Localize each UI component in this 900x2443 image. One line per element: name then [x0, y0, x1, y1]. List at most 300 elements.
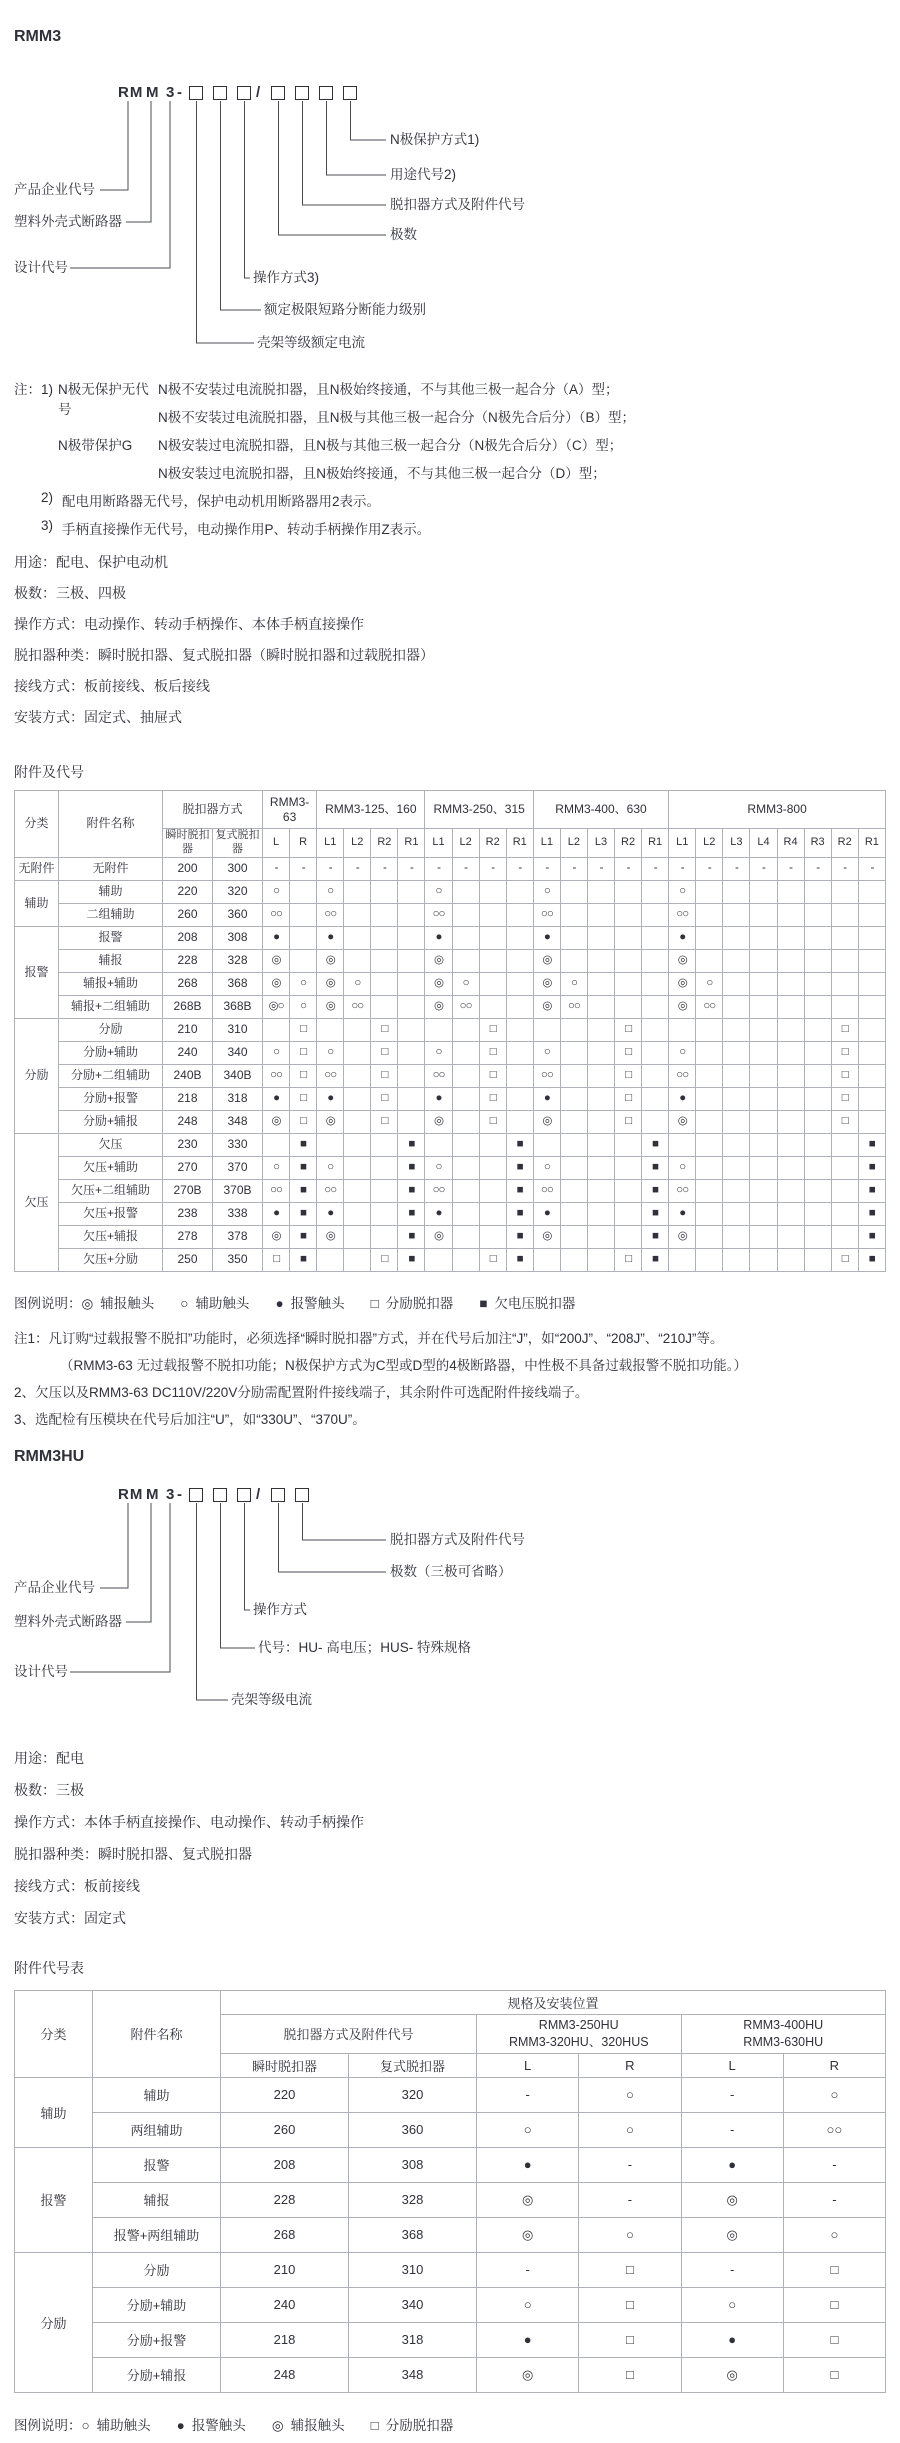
cell-slot-symbol: [452, 1087, 479, 1110]
cell-accessory-name: 分励+辅报: [93, 2357, 221, 2392]
header-slot-col: L1: [669, 829, 696, 858]
header-frame: RMM3-400、630: [533, 791, 668, 829]
note-text: N极安装过电流脱扣器，且N极与其他三极一起合分（N极先合后分）（C）型；: [158, 438, 623, 453]
cell-slot-symbol: [723, 1018, 750, 1041]
header-trip-col: 复式脱扣器: [349, 2053, 477, 2077]
cell-slot-symbol: [560, 903, 587, 926]
table-row: [15, 2287, 886, 2322]
cell-slot-symbol: -: [681, 2112, 783, 2147]
header-slot-col: R: [290, 829, 317, 858]
label-frame-current: 壳架等级电流: [231, 1692, 312, 1707]
cell-slot-symbol: ○○: [560, 995, 587, 1018]
cell-slot-symbol: [696, 1087, 723, 1110]
footnote: （RMM3-63 无过载报警不脱扣功能；N极保护方式为C型或D型的4极断路器，中性极不具备过载报警不脱扣功能。）: [60, 1358, 748, 1373]
cell-slot-symbol: [506, 1087, 533, 1110]
cell-slot-symbol: [696, 1225, 723, 1248]
cell-code-compound: 320: [213, 880, 263, 903]
cell-slot-symbol: [452, 1110, 479, 1133]
header-slot-col: L2: [344, 829, 371, 858]
cell-slot-symbol: -: [452, 857, 479, 880]
cell-slot-symbol: ■: [506, 1179, 533, 1202]
code-mccb-letter: M: [146, 84, 160, 101]
cell-slot-symbol: -: [533, 857, 560, 880]
cell-slot-symbol: ◎: [425, 1110, 452, 1133]
cell-slot-symbol: [506, 1110, 533, 1133]
cell-slot-symbol: -: [344, 857, 371, 880]
note-text: N极不安装过电流脱扣器，且N极始终接通，不与其他三极一起合分（A）型；: [158, 382, 619, 397]
cell-code-compound: 300: [213, 857, 263, 880]
cell-slot-symbol: ◎: [669, 995, 696, 1018]
cell-category: 报警: [15, 926, 59, 1018]
cell-slot-symbol: [398, 1064, 425, 1087]
cell-slot-symbol: [479, 972, 506, 995]
cell-slot-symbol: [696, 1064, 723, 1087]
table-row: [15, 949, 886, 972]
cell-accessory-name: 报警: [93, 2147, 221, 2182]
label-mccb: 塑料外壳式断路器: [14, 214, 122, 229]
legend-label: 欠电压脱扣器: [494, 1296, 576, 1311]
table-row: [15, 1225, 886, 1248]
legend-symbol: ●: [176, 2418, 185, 2433]
cell-code-compound: 348: [213, 1110, 263, 1133]
legend-items: [82, 2418, 480, 2433]
header-slot-col: R1: [398, 829, 425, 858]
cell-slot-symbol: [560, 1225, 587, 1248]
header-slot-col: L: [681, 2053, 783, 2077]
table-header-row: [15, 791, 886, 829]
table-row: [15, 1087, 886, 1110]
rmm3hu-heading: RMM3HU: [14, 1448, 85, 1465]
cell-slot-symbol: □: [371, 1064, 398, 1087]
cell-slot-symbol: ■: [290, 1133, 317, 1156]
code-box-usage: [319, 86, 333, 100]
cell-slot-symbol: [344, 1110, 371, 1133]
cell-accessory-name: 分励: [93, 2252, 221, 2287]
cell-slot-symbol: [777, 1179, 804, 1202]
cell-slot-symbol: [560, 949, 587, 972]
cell-slot-symbol: □: [290, 1018, 317, 1041]
cell-slot-symbol: □: [615, 1064, 642, 1087]
cell-slot-symbol: □: [783, 2357, 885, 2392]
cell-slot-symbol: [696, 1179, 723, 1202]
cell-slot-symbol: ■: [290, 1179, 317, 1202]
header-trip-col: 复式脱扣器: [213, 829, 263, 858]
cell-slot-symbol: -: [642, 857, 669, 880]
cell-code-instantaneous: 248: [221, 2357, 349, 2392]
cell-slot-symbol: -: [777, 857, 804, 880]
cell-slot-symbol: ●: [317, 1202, 344, 1225]
cell-slot-symbol: [344, 880, 371, 903]
cell-slot-symbol: □: [783, 2252, 885, 2287]
cell-slot-symbol: ◎: [317, 1110, 344, 1133]
cell-slot-symbol: -: [681, 2077, 783, 2112]
note-prefix: 3): [41, 518, 54, 533]
legend-label: 报警触头: [191, 2418, 246, 2433]
cell-accessory-name: 两组辅助: [93, 2112, 221, 2147]
cell-slot-symbol: [777, 1064, 804, 1087]
cell-slot-symbol: [452, 1133, 479, 1156]
label-company-code: 产品企业代号: [14, 1580, 95, 1595]
cell-slot-symbol: ◎: [681, 2182, 783, 2217]
cell-slot-symbol: ◎: [263, 1225, 290, 1248]
cell-slot-symbol: [371, 1202, 398, 1225]
cell-slot-symbol: ◎: [669, 1110, 696, 1133]
cell-slot-symbol: [587, 926, 614, 949]
note-prefix: 2): [41, 490, 54, 505]
cell-slot-symbol: [398, 972, 425, 995]
cell-slot-symbol: ○: [579, 2217, 681, 2252]
cell-slot-symbol: -: [477, 2252, 579, 2287]
cell-slot-symbol: ○: [477, 2287, 579, 2322]
cell-slot-symbol: ●: [681, 2147, 783, 2182]
cell-slot-symbol: ■: [290, 1248, 317, 1271]
cell-slot-symbol: [804, 1087, 831, 1110]
cell-slot-symbol: [804, 972, 831, 995]
cell-slot-symbol: [290, 903, 317, 926]
cell-slot-symbol: [804, 1156, 831, 1179]
cell-slot-symbol: □: [371, 1248, 398, 1271]
cell-slot-symbol: ◎: [477, 2217, 579, 2252]
table-row: [15, 2252, 886, 2287]
cell-slot-symbol: [587, 1110, 614, 1133]
cell-slot-symbol: [642, 1110, 669, 1133]
cell-slot-symbol: [723, 880, 750, 903]
header-frame: RMM3-800: [669, 791, 886, 829]
cell-slot-symbol: ○: [290, 972, 317, 995]
note-line: [14, 490, 635, 518]
cell-slot-symbol: ◎: [425, 972, 452, 995]
table-row: [15, 2357, 886, 2392]
cell-slot-symbol: ■: [398, 1248, 425, 1271]
label-design-code: 设计代号: [14, 1664, 68, 1679]
note-line: [14, 378, 635, 417]
cell-slot-symbol: [452, 1156, 479, 1179]
cell-code-compound: 308: [349, 2147, 477, 2182]
cell-slot-symbol: ■: [858, 1156, 885, 1179]
cell-slot-symbol: [723, 1248, 750, 1271]
cell-slot-symbol: [777, 1133, 804, 1156]
cell-slot-symbol: [777, 1018, 804, 1041]
cell-slot-symbol: -: [669, 857, 696, 880]
cell-slot-symbol: ○: [425, 1156, 452, 1179]
cell-slot-symbol: [831, 926, 858, 949]
cell-slot-symbol: □: [783, 2287, 885, 2322]
cell-code-instantaneous: 218: [221, 2322, 349, 2357]
cell-slot-symbol: ◎: [477, 2357, 579, 2392]
cell-slot-symbol: ■: [290, 1202, 317, 1225]
property-usage: 用途：配电、保护电动机: [14, 554, 168, 570]
cell-code-compound: 320: [349, 2077, 477, 2112]
table-row: [15, 2077, 886, 2112]
cell-slot-symbol: ○○: [669, 903, 696, 926]
label-poles: 极数（三极可省略）: [390, 1564, 512, 1579]
cell-slot-symbol: ●: [681, 2322, 783, 2357]
rmm3-accessory-table: [14, 790, 886, 1272]
cell-slot-symbol: ■: [642, 1156, 669, 1179]
cell-slot-symbol: ●: [533, 926, 560, 949]
cell-slot-symbol: [723, 903, 750, 926]
cell-slot-symbol: ○: [452, 972, 479, 995]
cell-accessory-name: 报警+两组辅助: [93, 2217, 221, 2252]
header-slot-col: R2: [831, 829, 858, 858]
header-spec-position: 规格及安装位置: [221, 1991, 886, 2015]
cell-slot-symbol: ■: [398, 1133, 425, 1156]
cell-slot-symbol: ◎: [263, 949, 290, 972]
cell-slot-symbol: [371, 903, 398, 926]
header-frame: RMM3-400HU RMM3-630HU: [681, 2015, 886, 2054]
cell-code-instantaneous: 218: [163, 1087, 213, 1110]
cell-slot-symbol: [831, 903, 858, 926]
cell-accessory-name: 辅助: [93, 2077, 221, 2112]
cell-slot-symbol: [831, 949, 858, 972]
cell-slot-symbol: ●: [669, 1202, 696, 1225]
cell-code-instantaneous: 240: [163, 1041, 213, 1064]
cell-slot-symbol: [587, 1202, 614, 1225]
cell-slot-symbol: ◎: [681, 2357, 783, 2392]
cell-slot-symbol: [344, 1018, 371, 1041]
legend-label: 分励脱扣器: [385, 1296, 454, 1311]
cell-code-instantaneous: 270B: [163, 1179, 213, 1202]
cell-slot-symbol: [587, 1087, 614, 1110]
note-prefix: [14, 434, 58, 462]
cell-slot-symbol: [804, 1064, 831, 1087]
note-line: [14, 518, 635, 546]
cell-slot-symbol: ○: [669, 1041, 696, 1064]
cell-slot-symbol: [425, 1018, 452, 1041]
table-row: [15, 1202, 886, 1225]
cell-slot-symbol: [560, 1087, 587, 1110]
cell-slot-symbol: [831, 1133, 858, 1156]
label-design-code: 设计代号: [14, 260, 68, 275]
cell-slot-symbol: □: [831, 1064, 858, 1087]
cell-slot-symbol: [831, 1156, 858, 1179]
cell-slot-symbol: [804, 1225, 831, 1248]
legend-rmm3hu: [14, 2414, 479, 2434]
legend-item: [82, 2418, 151, 2433]
cell-accessory-name: 分励+辅助: [59, 1041, 163, 1064]
cell-slot-symbol: □: [783, 2322, 885, 2357]
cell-slot-symbol: ◎: [533, 972, 560, 995]
cell-category: 分励: [15, 1018, 59, 1133]
cell-slot-symbol: ○: [263, 1041, 290, 1064]
cell-slot-symbol: ○○: [317, 903, 344, 926]
cell-slot-symbol: [750, 1133, 777, 1156]
cell-slot-symbol: ○○: [696, 995, 723, 1018]
cell-slot-symbol: [642, 903, 669, 926]
cell-slot-symbol: [371, 949, 398, 972]
label-hu-code: 代号：HU- 高电压；HUS- 特殊规格: [258, 1640, 471, 1655]
cell-slot-symbol: [479, 1133, 506, 1156]
cell-slot-symbol: [587, 1018, 614, 1041]
header-slot-col: R4: [777, 829, 804, 858]
cell-slot-symbol: [371, 926, 398, 949]
cell-slot-symbol: ■: [506, 1133, 533, 1156]
cell-slot-symbol: [777, 1225, 804, 1248]
cell-slot-symbol: [858, 880, 885, 903]
rmm3hu-accessory-table: [14, 1990, 886, 2393]
cell-slot-symbol: ○: [533, 1156, 560, 1179]
cell-slot-symbol: ◎○: [263, 995, 290, 1018]
cell-slot-symbol: [858, 1064, 885, 1087]
cell-category: 分励: [15, 2252, 93, 2392]
legend-symbol: □: [370, 2418, 379, 2433]
cell-slot-symbol: ◎: [425, 949, 452, 972]
table-row: [15, 1248, 886, 1271]
cell-slot-symbol: [750, 1018, 777, 1041]
cell-slot-symbol: ■: [858, 1202, 885, 1225]
cell-slot-symbol: [696, 903, 723, 926]
cell-slot-symbol: [750, 880, 777, 903]
cell-slot-symbol: [615, 995, 642, 1018]
cell-slot-symbol: [615, 926, 642, 949]
header-slot-col: L2: [452, 829, 479, 858]
cell-slot-symbol: -: [290, 857, 317, 880]
cell-slot-symbol: □: [831, 1110, 858, 1133]
cell-slot-symbol: ◎: [263, 972, 290, 995]
cell-slot-symbol: ●: [317, 1087, 344, 1110]
legend-label: 辅报触头: [100, 1296, 155, 1311]
cell-slot-symbol: ○: [579, 2077, 681, 2112]
cell-slot-symbol: [750, 1087, 777, 1110]
header-frame: RMM3-250、315: [425, 791, 533, 829]
cell-code-instantaneous: 228: [221, 2182, 349, 2217]
cell-slot-symbol: [371, 1225, 398, 1248]
cell-slot-symbol: [290, 926, 317, 949]
cell-slot-symbol: [263, 1018, 290, 1041]
cell-slot-symbol: [344, 1156, 371, 1179]
cell-slot-symbol: □: [263, 1248, 290, 1271]
cell-slot-symbol: [696, 1041, 723, 1064]
cell-slot-symbol: ◎: [669, 949, 696, 972]
label-release-accessory-code: 脱扣器方式及附件代号: [390, 1532, 525, 1547]
cell-code-instantaneous: 210: [163, 1018, 213, 1041]
code-box-frame-current: [189, 86, 203, 100]
code-company-letters: RM: [118, 1486, 144, 1503]
cell-slot-symbol: ○: [317, 1156, 344, 1179]
cell-slot-symbol: ○: [344, 972, 371, 995]
cell-slot-symbol: [804, 1248, 831, 1271]
cell-slot-symbol: □: [371, 1018, 398, 1041]
property-release-types: 脱扣器种类：瞬时脱扣器、复式脱扣器（瞬时脱扣器和过载脱扣器）: [14, 647, 434, 663]
cell-slot-symbol: [344, 949, 371, 972]
cell-slot-symbol: [804, 926, 831, 949]
cell-accessory-name: 分励+辅助: [93, 2287, 221, 2322]
cell-slot-symbol: ○○: [425, 1179, 452, 1202]
cell-code-instantaneous: 228: [163, 949, 213, 972]
cell-slot-symbol: [560, 880, 587, 903]
cell-category: 欠压: [15, 1133, 59, 1271]
note-key: [58, 462, 158, 490]
code-box-operation-mode: [237, 1488, 251, 1502]
label-usage-code: 用途代号2): [390, 167, 457, 182]
cell-slot-symbol: ○○: [344, 995, 371, 1018]
code-company-letters: RM: [118, 84, 144, 101]
cell-slot-symbol: ○: [290, 995, 317, 1018]
cell-code-instantaneous: 220: [163, 880, 213, 903]
cell-slot-symbol: [506, 1018, 533, 1041]
cell-slot-symbol: [858, 949, 885, 972]
cell-slot-symbol: ○: [783, 2217, 885, 2252]
cell-slot-symbol: ■: [506, 1156, 533, 1179]
header-slot-col: R3: [804, 829, 831, 858]
cell-category: 辅助: [15, 2077, 93, 2147]
cell-accessory-name: 欠压+分励: [59, 1248, 163, 1271]
cell-slot-symbol: -: [317, 857, 344, 880]
legend-item: [371, 2418, 454, 2433]
cell-slot-symbol: ○: [533, 1041, 560, 1064]
cell-slot-symbol: [750, 1225, 777, 1248]
cell-slot-symbol: [506, 903, 533, 926]
cell-slot-symbol: [479, 926, 506, 949]
cell-slot-symbol: -: [371, 857, 398, 880]
cell-slot-symbol: [479, 949, 506, 972]
cell-slot-symbol: □: [371, 1087, 398, 1110]
cell-slot-symbol: [560, 1041, 587, 1064]
cell-slot-symbol: [696, 1156, 723, 1179]
cell-slot-symbol: -: [477, 2077, 579, 2112]
cell-slot-symbol: [398, 995, 425, 1018]
cell-slot-symbol: ○: [696, 972, 723, 995]
legend-symbol: ○: [180, 1296, 189, 1311]
cell-slot-symbol: [723, 1202, 750, 1225]
cell-code-instantaneous: 208: [163, 926, 213, 949]
cell-slot-symbol: □: [579, 2322, 681, 2357]
rmm3-model-code-diagram: [0, 60, 900, 360]
legend-label: 分励脱扣器: [385, 2418, 454, 2433]
cell-slot-symbol: □: [831, 1248, 858, 1271]
cell-slot-symbol: -: [783, 2147, 885, 2182]
cell-code-instantaneous: 268: [163, 972, 213, 995]
cell-slot-symbol: [615, 903, 642, 926]
cell-slot-symbol: [506, 972, 533, 995]
label-breaking-capacity: 额定极限短路分断能力级别: [264, 302, 426, 317]
cell-code-compound: 340: [349, 2287, 477, 2322]
legend-item: [177, 2418, 246, 2433]
cell-slot-symbol: [831, 880, 858, 903]
cell-code-instantaneous: 270: [163, 1156, 213, 1179]
cell-slot-symbol: [479, 1225, 506, 1248]
cell-slot-symbol: [452, 903, 479, 926]
cell-slot-symbol: [777, 1156, 804, 1179]
legend-item: [180, 1296, 249, 1311]
cell-slot-symbol: □: [479, 1110, 506, 1133]
cell-slot-symbol: [777, 1041, 804, 1064]
legend-item: [82, 1296, 155, 1311]
cell-accessory-name: 欠压+报警: [59, 1202, 163, 1225]
cell-slot-symbol: [398, 926, 425, 949]
header-slot-col: R1: [506, 829, 533, 858]
cell-slot-symbol: [479, 995, 506, 1018]
cell-slot-symbol: [506, 1064, 533, 1087]
label-operation-mode: 操作方式: [253, 1602, 307, 1617]
cell-code-instantaneous: 230: [163, 1133, 213, 1156]
cell-slot-symbol: ■: [642, 1248, 669, 1271]
cell-slot-symbol: [560, 1156, 587, 1179]
cell-slot-symbol: [750, 1064, 777, 1087]
legend-symbol: ●: [275, 1296, 284, 1311]
cell-code-compound: 360: [213, 903, 263, 926]
header-slot-col: R2: [371, 829, 398, 858]
cell-slot-symbol: ■: [398, 1179, 425, 1202]
cell-slot-symbol: □: [479, 1041, 506, 1064]
cell-slot-symbol: ○○: [317, 1064, 344, 1087]
cell-slot-symbol: [642, 972, 669, 995]
label-release-accessory-code: 脱扣器方式及附件代号: [390, 197, 525, 212]
cell-slot-symbol: [777, 926, 804, 949]
cell-slot-symbol: [452, 1018, 479, 1041]
cell-slot-symbol: □: [615, 1110, 642, 1133]
cell-slot-symbol: [804, 995, 831, 1018]
